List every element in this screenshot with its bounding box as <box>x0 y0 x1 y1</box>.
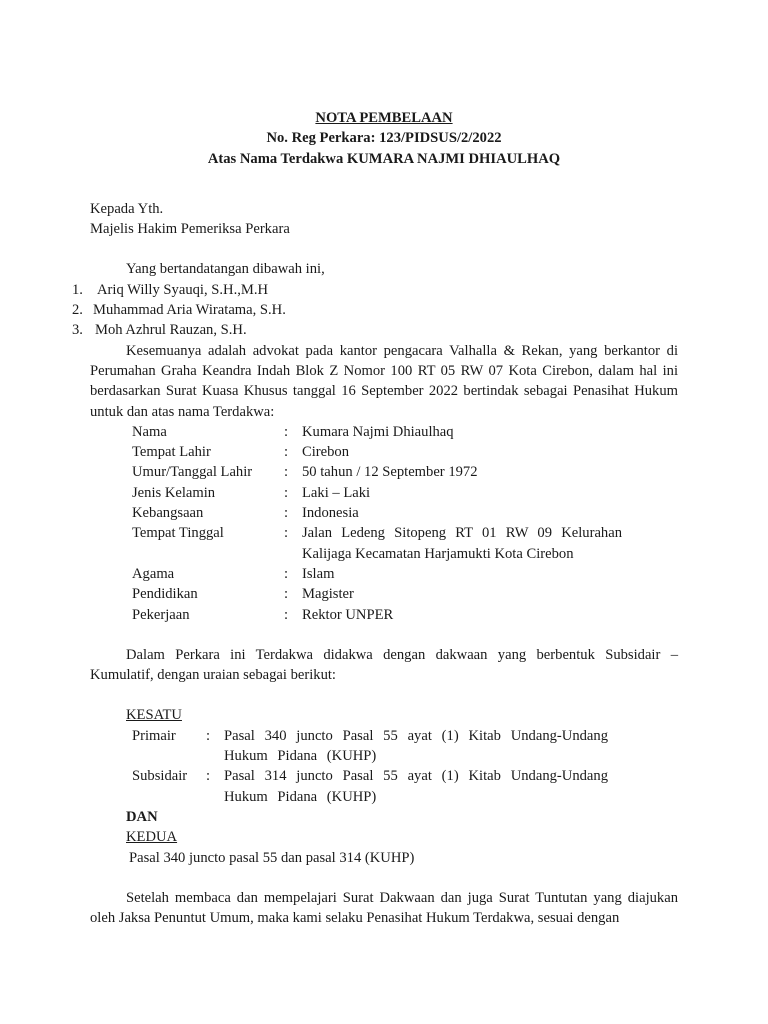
identity-colon: : <box>284 444 289 461</box>
doc-title: NOTA PEMBELAAN <box>315 110 453 126</box>
identity-label: Agama <box>132 565 175 582</box>
identity-label: Nama <box>132 423 167 440</box>
identity-value: Indonesia <box>302 505 359 522</box>
intro-line: Yang bertandatangan dibawah ini, <box>126 261 325 278</box>
identity-label: Pendidikan <box>132 586 198 603</box>
salutation-line-2: Majelis Hakim Pemeriksa Perkara <box>90 221 290 238</box>
charge-row-subsidair <box>126 766 678 807</box>
paragraph-closing: Setelah membaca dan mempelajari Surat Dakwaan dan juga Surat Tuntutan yang diajukan oleh Jaksa Penuntut Umum, maka kami selaku Penasihat Hukum Terdakwa, sesuai dengan <box>90 889 678 927</box>
identity-label: Kebangsaan <box>132 505 204 522</box>
identity-value: Rektor UNPER <box>302 606 394 623</box>
identity-row <box>132 422 678 442</box>
salutation-line-1: Kepada Yth. <box>90 200 164 217</box>
identity-colon: : <box>284 525 289 542</box>
charge-text-second: Pasal 340 juncto pasal 55 dan pasal 314 (KUHP) <box>129 849 415 866</box>
identity-label: Umur/Tanggal Lahir <box>132 464 253 481</box>
identity-value: Jalan Ledeng Sitopeng RT 01 RW 09 Kelurahan Kalijaga Kecamatan Harjamukti Kota Cirebon <box>302 525 622 562</box>
advocate-number: 1. <box>72 281 83 298</box>
identity-colon: : <box>284 505 289 522</box>
charge-colon: : <box>206 768 211 785</box>
advocate-name: Moh Azhrul Rauzan, S.H. <box>95 322 247 339</box>
identity-colon: : <box>284 423 289 440</box>
case-number: No. Reg Perkara: 123/PIDSUS/2/2022 <box>266 130 502 147</box>
charge-text: Pasal 314 juncto Pasal 55 ayat (1) Kitab Undang-Undang Hukum Pidana (KUHP) <box>224 768 608 805</box>
advocate-name: Ariq Willy Syauqi, S.H.,M.H <box>97 281 269 298</box>
charge-row-primair <box>126 726 678 767</box>
identity-label: Tempat Lahir <box>132 444 211 461</box>
charge-label: Subsidair <box>132 768 188 785</box>
identity-row <box>132 605 678 625</box>
charge-label: Primair <box>132 727 176 744</box>
identity-colon: : <box>284 586 289 603</box>
identity-row <box>132 584 678 604</box>
identity-colon: : <box>284 484 289 501</box>
identity-colon: : <box>284 565 289 582</box>
advocate-item <box>72 280 678 300</box>
defendant-heading: Atas Nama Terdakwa KUMARA NAJMI DHIAULHAQ <box>207 150 561 167</box>
identity-value: Magister <box>302 586 354 603</box>
identity-value: Kumara Najmi Dhiaulhaq <box>302 423 454 440</box>
advocate-list <box>72 280 678 341</box>
paragraph-advocates: Kesemuanya adalah advokat pada kantor pengacara Valhalla & Rekan, yang berkantor di Perumahan Graha Keandra Indah Blok Z Nomor 100 RT 05 RW 07 Kota Cirebon, dalam hal ini berdasarkan Surat Kuasa Khusus tanggal 16 September 2022 bertindak sebagai Penasihat Hukum untuk dan atas nama Terdakwa: <box>90 342 678 420</box>
identity-row <box>132 462 678 482</box>
identity-value: Islam <box>302 565 335 582</box>
identity-value: Cirebon <box>302 444 350 461</box>
identity-colon: : <box>284 464 289 481</box>
identity-value: Laki – Laki <box>302 484 371 501</box>
advocate-number: 3. <box>72 322 83 339</box>
charges-section <box>126 705 678 867</box>
identity-label: Tempat Tinggal <box>132 525 224 542</box>
identity-colon: : <box>284 606 289 623</box>
identity-label: Jenis Kelamin <box>132 484 216 501</box>
charge-heading-second: KEDUA <box>126 829 178 846</box>
advocate-item <box>72 320 678 340</box>
identity-row <box>132 523 678 564</box>
document-body <box>72 108 678 928</box>
advocate-item <box>72 300 678 320</box>
defendant-identity-table <box>132 422 678 625</box>
advocate-number: 2. <box>72 302 83 319</box>
charge-colon: : <box>206 727 211 744</box>
identity-row <box>132 503 678 523</box>
identity-label: Pekerjaan <box>132 606 190 623</box>
charge-heading-first: KESATU <box>126 707 182 724</box>
charge-conjunction: DAN <box>126 808 158 825</box>
paragraph-indictment: Dalam Perkara ini Terdakwa didakwa dengan dakwaan yang berbentuk Subsidair – Kumulatif, dengan uraian sebagai berikut: <box>90 646 678 684</box>
charge-text: Pasal 340 juncto Pasal 55 ayat (1) Kitab Undang-Undang Hukum Pidana (KUHP) <box>224 727 608 765</box>
identity-row <box>132 442 678 462</box>
identity-row <box>132 564 678 584</box>
identity-row <box>132 483 678 503</box>
identity-value: 50 tahun / 12 September 1972 <box>302 464 478 481</box>
advocate-name: Muhammad Aria Wiratama, S.H. <box>93 302 286 319</box>
